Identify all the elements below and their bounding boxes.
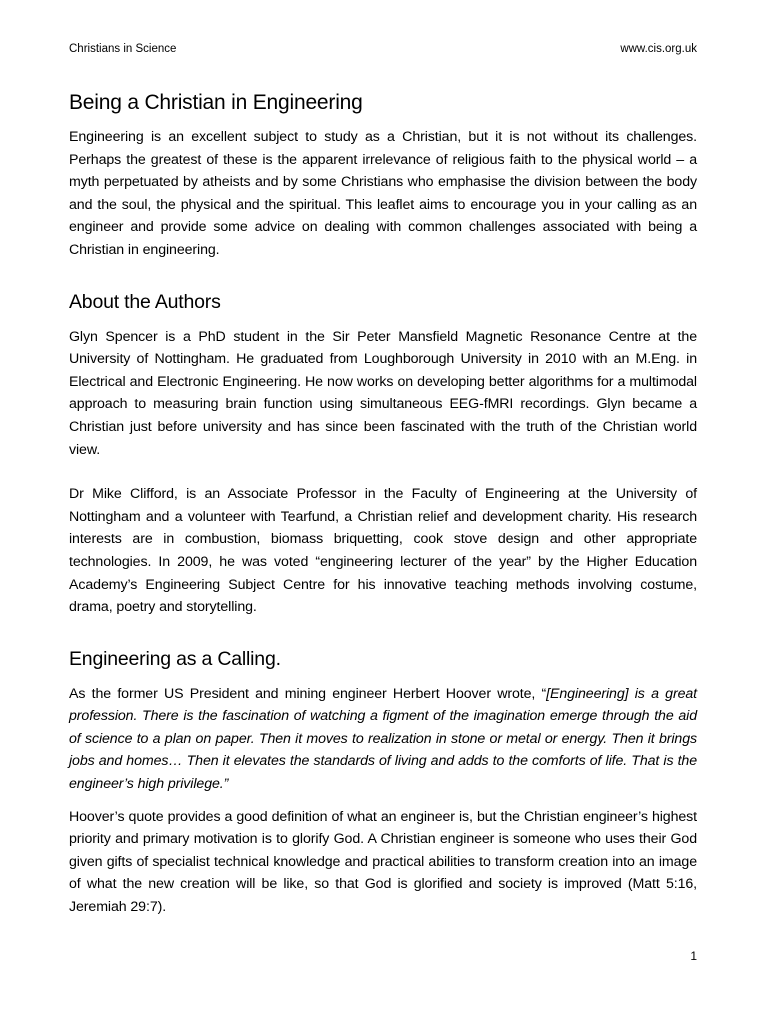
- document-page: [69, 0, 697, 1024]
- intro-paragraph: Engineering is an excellent subject to study as a Christian, but it is not without its challenges. Perhaps the greatest of these is the apparent irrelevance of religious faith to the physical world – a myth perpetuated by atheists and by some Christians who emphasise the division between the body and the soul, the physical and the spiritual. This leaflet aims to encourage you in your calling as an engineer and provide some advice on dealing with common challenges associated with being a Christian in engineering.: [69, 129, 697, 258]
- document-content: [69, 88, 697, 919]
- hoover-quote: [Engineering] is a great profession. There is the fascination of watching a figment of the imagination emerge through the aid of science to a plan on paper. Then it moves to realization in stone or metal or energy. Then it brings jobs and homes… Then it elevates the standards of living and adds to the comforts of life. That is the engineer’s high privilege.”: [69, 685, 697, 793]
- hoover-quote-paragraph: [69, 683, 697, 796]
- quote-intro: As the former US President and mining engineer Herbert Hoover wrote, “: [69, 685, 547, 702]
- authors-heading: About the Authors: [69, 290, 221, 313]
- calling-paragraph: Hoover’s quote provides a good definition of what an engineer is, but the Christian engineer’s highest priority and primary motivation is to glorify God. A Christian engineer is someone who uses their God given gifts of specialist technical knowledge and practical abilities to transform creation into an image of what the new creation will be like, so that God is glorified and society is improved (Matt 5:16, Jeremiah 29:7).: [69, 808, 697, 916]
- page-number: 1: [690, 949, 697, 963]
- header-organization: Christians in Science: [69, 43, 177, 55]
- calling-heading: Engineering as a Calling.: [69, 647, 281, 670]
- running-header: [69, 43, 697, 55]
- author-bio-glyn-spencer: Glyn Spencer is a PhD student in the Sir Peter Mansfield Magnetic Resonance Centre at the University of Nottingham. He graduated from Loughborough University in 2010 with an M.Eng. in Electrical and Electronic Engineering. He now works on developing better algorithms for a multimodal approach to measuring brain function using simultaneous EEG-fMRI recordings. Glyn became a Christian just before university and has since been fascinated with the truth of the Christian world view.: [69, 328, 697, 458]
- header-website: www.cis.org.uk: [620, 43, 697, 55]
- author-bio-mike-clifford: Dr Mike Clifford, is an Associate Professor in the Faculty of Engineering at the University of Nottingham and a volunteer with Tearfund, a Christian relief and development charity. His research interests are in combustion, biomass briquetting, cook stove design and other appropriate technologies. In 2009, he was voted “engineering lecturer of the year” by the Higher Education Academy’s Engineering Subject Centre for his innovative teaching methods involving costume, drama, poetry and storytelling.: [69, 486, 697, 616]
- page-title: Being a Christian in Engineering: [69, 91, 363, 114]
